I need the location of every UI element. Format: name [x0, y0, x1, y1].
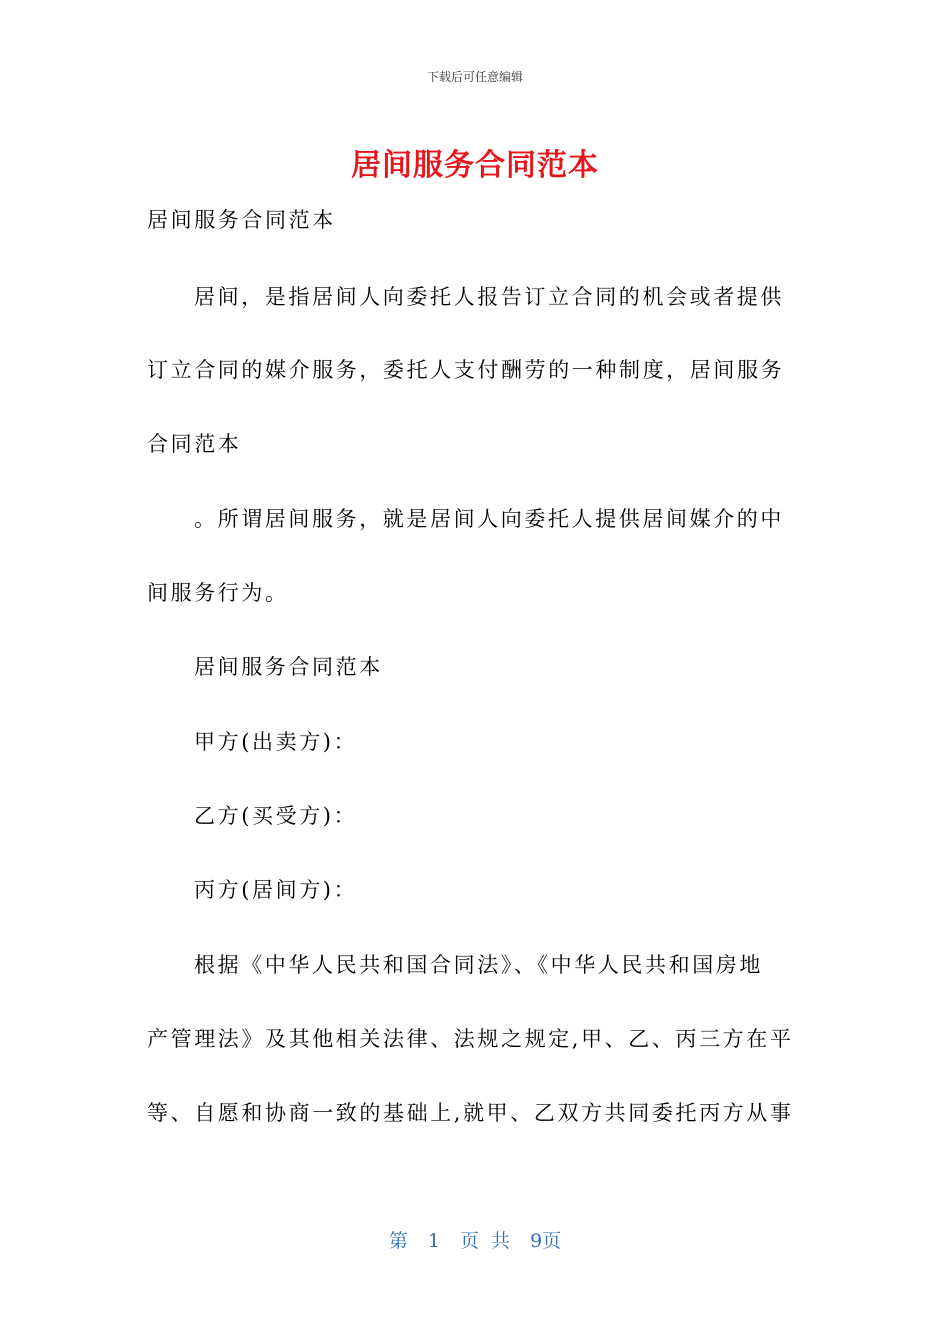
body-line: 产管理法》及其他相关法律、法规之规定,甲、乙、丙三方在平	[147, 1027, 794, 1051]
body-line: 丙方(居间方)：	[194, 878, 358, 902]
body-line: 根据《中华人民共和国合同法》、《中华人民共和国房地	[194, 953, 763, 977]
body-line: 居间，是指居间人向委托人报告订立合同的机会或者提供	[194, 285, 784, 309]
body-line: 间服务行为。	[147, 581, 289, 605]
page-footer	[0, 1226, 950, 1253]
footer-total-pages: 9页	[530, 1230, 562, 1252]
footer-middle: 页 共	[460, 1230, 511, 1252]
body-line: 甲方(出卖方)：	[194, 730, 358, 754]
header-note: 下载后可任意编辑	[426, 70, 523, 84]
body-line: 乙方(买受方)：	[194, 804, 358, 828]
body-line: 合同范本	[147, 432, 242, 456]
body-line: 。所谓居间服务，就是居间人向委托人提供居间媒介的中	[194, 507, 784, 531]
body-line: 居间服务合同范本	[147, 208, 336, 232]
document-title: 居间服务合同范本	[351, 148, 599, 183]
footer-page-number: 1	[427, 1230, 440, 1252]
body-line: 等、自愿和协商一致的基础上,就甲、乙双方共同委托丙方从事	[147, 1101, 794, 1125]
footer-prefix: 第	[388, 1230, 408, 1252]
body-line: 居间服务合同范本	[194, 655, 383, 679]
body-line: 订立合同的媒介服务，委托人支付酬劳的一种制度，居间服务	[147, 358, 785, 382]
